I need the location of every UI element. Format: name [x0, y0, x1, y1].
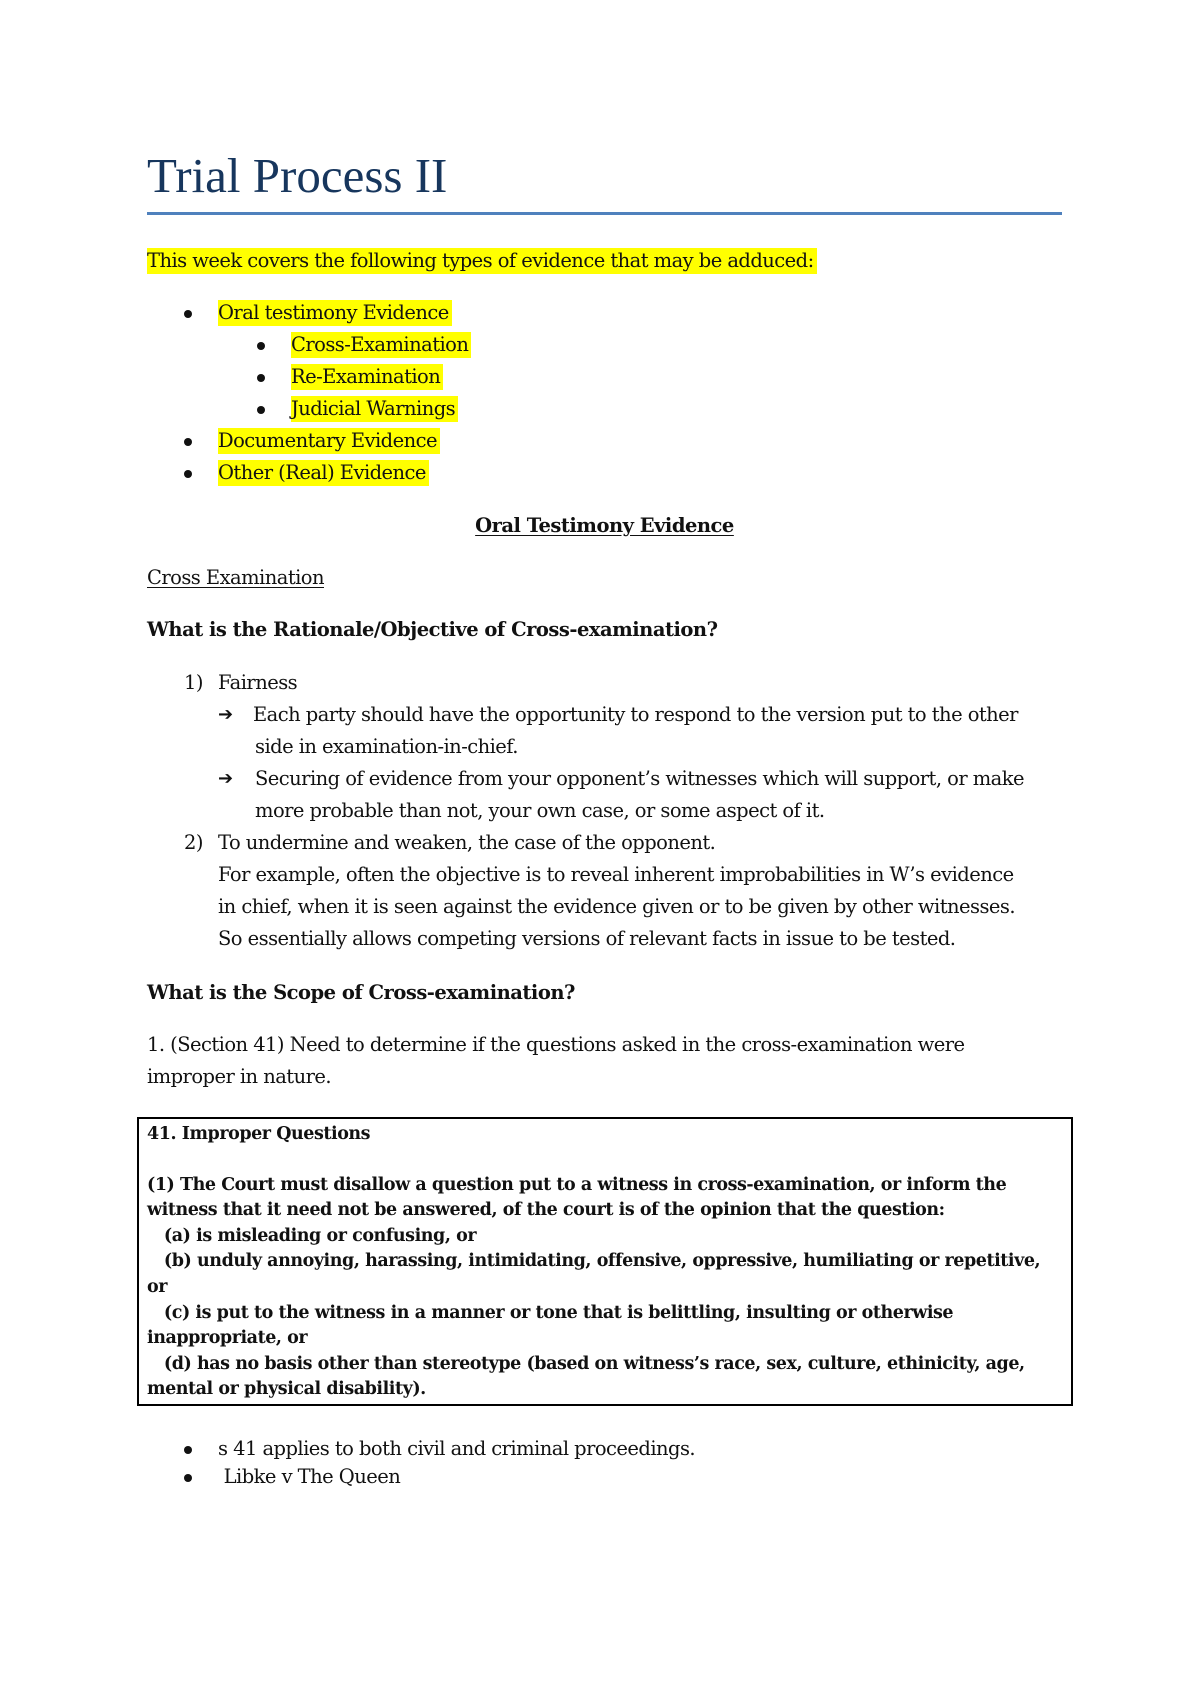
- rationale-undermine-line-4: So essentially allows competing versions of relevant facts in issue to be tested.: [218, 927, 956, 950]
- page-title: Trial Process II: [147, 148, 448, 203]
- bullet-icon: [184, 1474, 192, 1482]
- rationale-undermine-line-2: For example, often the objective is to reveal inherent improbabilities in W’s evidence: [218, 863, 1014, 886]
- rationale-undermine-line-1: To undermine and weaken, the case of the opponent.: [218, 831, 716, 854]
- fairness-point-2-line-2: more probable than not, your own case, or some aspect of it.: [255, 799, 825, 822]
- fairness-point-1-line-2: side in examination-in-chief.: [255, 735, 518, 758]
- bullet-icon: [184, 1446, 192, 1454]
- scope-line-2: improper in nature.: [147, 1065, 331, 1088]
- list-item-label: Judicial Warnings: [291, 396, 458, 422]
- list-item: [218, 461, 429, 485]
- list-item: [291, 365, 443, 389]
- fairness-point-2-line-1: Securing of evidence from your opponent’s witnesses which will support, or make: [255, 767, 1025, 790]
- note-item: s 41 applies to both civil and criminal proceedings.: [218, 1437, 696, 1460]
- statute-line: (a) is misleading or confusing, or: [147, 1226, 477, 1246]
- list-item-label: Documentary Evidence: [218, 428, 440, 454]
- note-item: Libke v The Queen: [218, 1465, 401, 1488]
- list-item: [218, 429, 440, 453]
- intro-text: This week covers the following types of evidence that may be adduced:: [147, 248, 817, 274]
- list-item: [291, 397, 458, 421]
- statute-heading: 41. Improper Questions: [147, 1124, 371, 1144]
- subheading-cross-examination: Cross Examination: [147, 566, 324, 589]
- bullet-icon: [257, 374, 265, 382]
- arrow-right-icon: ➔: [218, 768, 234, 789]
- statute-line: (1) The Court must disallow a question put to a witness in cross-examination, or inform the: [147, 1175, 1007, 1195]
- list-number: 1): [184, 671, 203, 694]
- title-underline-rule: [147, 212, 1062, 215]
- statute-line: (c) is put to the witness in a manner or tone that is belittling, insulting or otherwise: [147, 1303, 954, 1323]
- rationale-fairness: Fairness: [218, 671, 298, 694]
- list-item-label: Cross-Examination: [291, 332, 471, 358]
- section-heading: Oral Testimony Evidence: [475, 514, 734, 537]
- bullet-icon: [184, 438, 192, 446]
- list-number: 2): [184, 831, 203, 854]
- intro-line: [147, 249, 817, 273]
- statute-line: (b) unduly annoying, harassing, intimidating, offensive, oppressive, humiliating or repetitive,: [147, 1251, 1041, 1271]
- question-scope-heading: What is the Scope of Cross-examination?: [147, 981, 575, 1004]
- rationale-undermine-line-3: in chief, when it is seen against the evidence given or to be given by other witnesses.: [218, 895, 1016, 918]
- list-item: [291, 333, 471, 357]
- statute-line: witness that it need not be answered, of the court is of the opinion that the question:: [147, 1200, 945, 1220]
- bullet-icon: [184, 310, 192, 318]
- statute-line: mental or physical disability).: [147, 1379, 426, 1399]
- list-item-label: Oral testimony Evidence: [218, 300, 452, 326]
- bullet-icon: [257, 406, 265, 414]
- fairness-point-1-line-1: Each party should have the opportunity to respond to the version put to the other: [253, 703, 1018, 726]
- arrow-right-icon: ➔: [218, 704, 234, 725]
- bullet-icon: [257, 342, 265, 350]
- list-item-label: Re-Examination: [291, 364, 443, 390]
- statute-line: (d) has no basis other than stereotype (based on witness’s race, sex, culture, ethinicity, age,: [147, 1354, 1025, 1374]
- list-item: [218, 301, 452, 325]
- bullet-icon: [184, 470, 192, 478]
- statute-line: inappropriate, or: [147, 1328, 308, 1348]
- scope-line-1: 1. (Section 41) Need to determine if the questions asked in the cross-examination were: [147, 1033, 965, 1056]
- list-item-label: Other (Real) Evidence: [218, 460, 429, 486]
- question-rationale-heading: What is the Rationale/Objective of Cross-examination?: [147, 618, 718, 641]
- statute-line: or: [147, 1277, 167, 1297]
